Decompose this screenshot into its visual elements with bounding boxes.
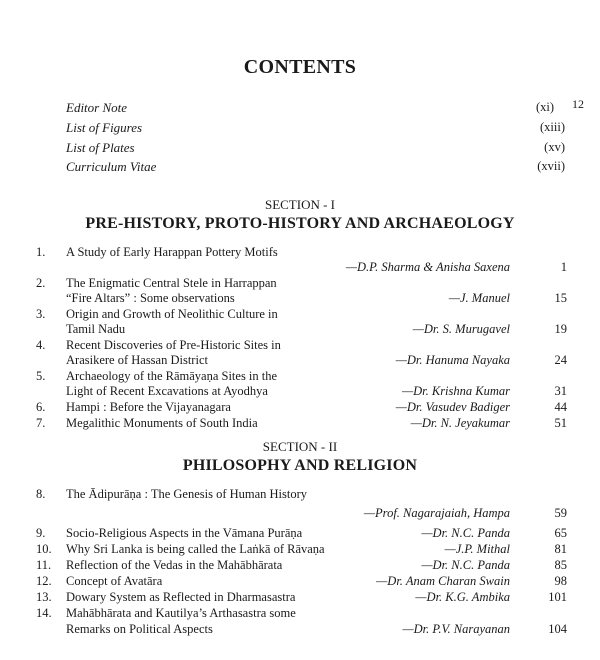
entry-number: 14. (36, 606, 52, 620)
entry-page: 98 (554, 574, 567, 588)
section-title: PRE-HISTORY, PROTO-HISTORY AND ARCHAEOLOGY (85, 215, 515, 232)
entry-page: 1 (560, 260, 567, 274)
entry-author: —J.P. Mithal (444, 542, 510, 556)
front-matter-label: Curriculum Vitae (66, 159, 157, 174)
entry-page: 65 (554, 526, 567, 540)
entry-page: 85 (554, 558, 567, 572)
entry-page: 31 (554, 384, 567, 398)
front-matter-label: List of Figures (66, 120, 143, 135)
entry-title: “Fire Altars” : Some observations (66, 291, 235, 305)
entry-title: Archaeology of the Rāmāyaṇa Sites in the (66, 369, 278, 383)
entry-page: 15 (554, 291, 567, 305)
entry-title: Tamil Nadu (66, 322, 126, 336)
entry-author: —Dr. N.C. Panda (421, 558, 510, 572)
entry-author: —J. Manuel (448, 291, 510, 305)
entry-page: 51 (554, 416, 567, 430)
front-matter-page: (xiii) (540, 120, 565, 134)
page-title: CONTENTS (243, 56, 357, 78)
front-matter-page: (xi) (535, 100, 554, 114)
entry-page: 101 (548, 590, 567, 604)
front-matter-page: (xvii) (537, 159, 565, 173)
entry-number: 6. (36, 400, 46, 414)
entry-number: 1. (36, 245, 46, 259)
entry-page: 19 (554, 322, 567, 336)
entry-author: —Dr. Anam Charan Swain (376, 574, 510, 588)
entry-title: Socio-Religious Aspects in the Vāmana Purāṇa (66, 526, 303, 540)
entry-title: The Enigmatic Central Stele in Harrappan (66, 276, 277, 290)
entry-page: 104 (548, 622, 567, 636)
entry-number: 3. (36, 307, 46, 321)
entry-author: —Dr. P.V. Narayanan (402, 622, 510, 636)
entry-author: —Prof. Nagarajaiah, Hampa (363, 506, 510, 520)
entry-title: Megalithic Monuments of South India (66, 416, 258, 430)
entry-author: —Dr. N. Jeyakumar (410, 416, 510, 430)
entry-number: 11. (36, 558, 52, 572)
entry-page: 81 (554, 542, 567, 556)
entry-author: —Dr. Krishna Kumar (401, 384, 510, 398)
entry-author: —Dr. Hanuma Nayaka (395, 353, 510, 367)
entry-page: 44 (554, 400, 567, 414)
front-matter-label: Editor Note (66, 100, 128, 115)
entry-author: —Dr. S. Murugavel (412, 322, 510, 336)
section-label: SECTION - II (262, 439, 338, 454)
entry-number: 5. (36, 369, 46, 383)
entry-number: 7. (36, 416, 46, 430)
section-title: PHILOSOPHY AND RELIGION (182, 457, 418, 474)
entry-author: —Dr. N.C. Panda (421, 526, 510, 540)
entry-page: 24 (554, 353, 567, 367)
entry-title: Why Sri Lanka is being called the Laṅkā of Rāvaṇa (66, 542, 325, 556)
entry-title: Arasikere of Hassan District (66, 353, 208, 367)
entry-title: Mahābhārata and Kautilya’s Arthasastra some (66, 606, 296, 620)
entry-number: 9. (36, 526, 46, 540)
entry-number: 10. (36, 542, 52, 556)
entry-title: Reflection of the Vedas in the Mahābhārata (66, 558, 283, 572)
entry-number: 12. (36, 574, 52, 588)
entry-title: Dowary System as Reflected in Dharmasastra (66, 590, 296, 604)
entry-author: —Dr. K.G. Ambika (415, 590, 510, 604)
section-label: SECTION - I (264, 197, 336, 212)
entry-page: 59 (554, 506, 567, 520)
entry-title: A Study of Early Harappan Pottery Motifs (66, 245, 278, 259)
entry-number: 2. (36, 276, 46, 290)
entry-author: —Dr. Vasudev Badiger (395, 400, 510, 414)
entry-title: The Ādipurāṇa : The Genesis of Human History (66, 487, 308, 501)
entry-number: 13. (36, 590, 52, 604)
entry-author: —D.P. Sharma & Anisha Saxena (345, 260, 510, 274)
entry-title: Light of Recent Excavations at Ayodhya (66, 384, 268, 398)
entry-title: Recent Discoveries of Pre-Historic Sites in (66, 338, 281, 352)
margin-mark: 12 (572, 97, 584, 111)
entry-title: Origin and Growth of Neolithic Culture in (66, 307, 278, 321)
entry-title: Hampi : Before the Vijayanagara (66, 400, 231, 414)
entry-number: 8. (36, 487, 46, 501)
front-matter-page: (xv) (544, 140, 565, 154)
front-matter-label: List of Plates (66, 140, 135, 155)
entry-number: 4. (36, 338, 46, 352)
entry-title: Concept of Avatāra (66, 574, 163, 588)
entry-title: Remarks on Political Aspects (66, 622, 213, 636)
